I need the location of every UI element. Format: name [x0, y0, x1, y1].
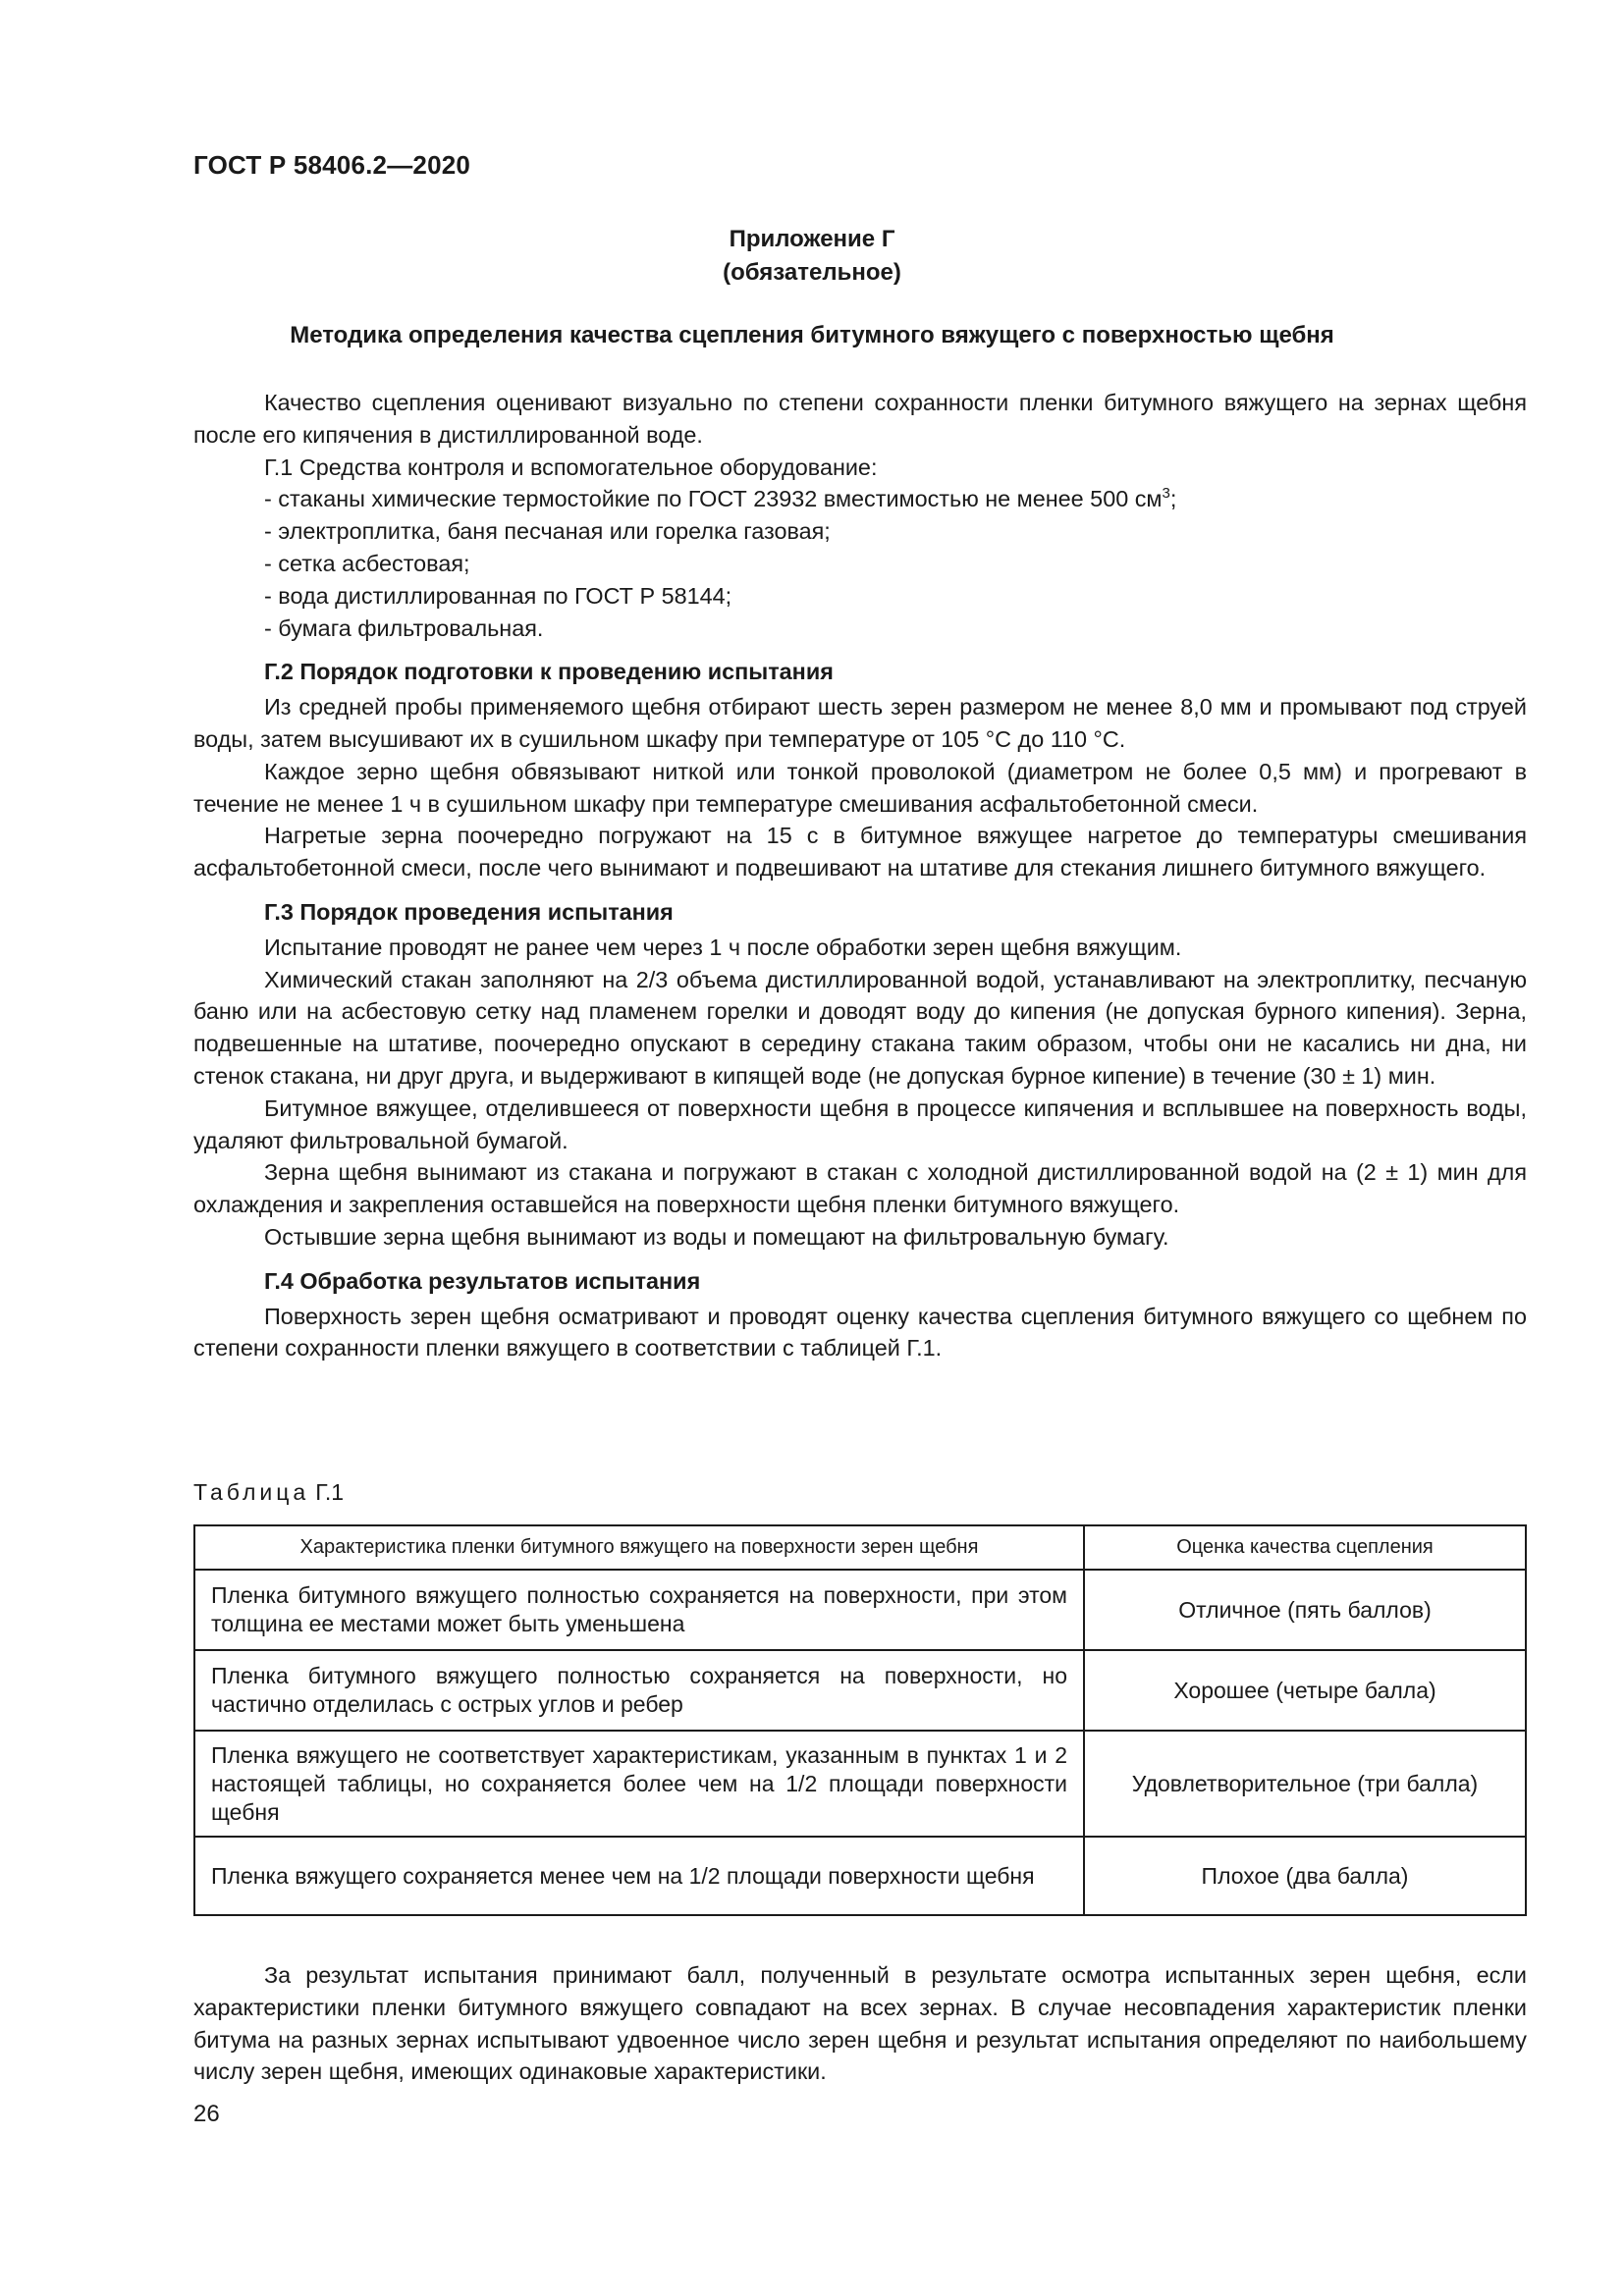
section-g4-heading: Г.4 Обработка результатов испытания — [264, 1267, 701, 1294]
equipment-item: - вода дистиллированная по ГОСТ Р 58144; — [264, 582, 732, 609]
rating-cell: Отличное (пять баллов) — [1084, 1570, 1526, 1650]
table-caption — [193, 1479, 344, 1506]
document-code-header: ГОСТ Р 58406.2—2020 — [193, 150, 471, 180]
equipment-item: - электроплитка, баня песчаная или горелка газовая; — [264, 518, 831, 545]
equipment-item: - сетка асбестовая; — [264, 550, 470, 576]
conclusion-paragraph: За результат испытания принимают балл, полученный в результате осмотра испытанных зерен щебня, если характеристики пленки битумного вяжущего совпадают на всех зернах. В случае несовпадения характеристик пленки битума на разных зернах испытывают удвоенное число зерен щебня и результат испытания определяют по наибольшему числу зерен щебня, имеющих одинаковые характеристики. — [193, 1962, 1527, 2085]
rating-cell: Плохое (два балла) — [1084, 1837, 1526, 1915]
paragraph: Поверхность зерен щебня осматривают и проводят оценку качества сцепления битумного вяжущего со щебнем по степени сохранности пленки вяжущего в соответствии с таблицей Г.1. — [193, 1303, 1527, 1362]
paragraph: Битумное вяжущее, отделившееся от поверхности щебня в процессе кипячения и всплывшее на поверхность воды, удаляют фильтровальной бумагой. — [193, 1095, 1527, 1153]
film-characteristic-cell: Пленка битумного вяжущего полностью сохраняется на поверхности, но частично отделилась с острых углов и ребер — [194, 1650, 1084, 1731]
equipment-item-text: - стаканы химические термостойкие по ГОСТ 23932 вместимостью не менее 500 см — [264, 486, 1163, 512]
table-row — [194, 1570, 1526, 1650]
film-characteristic-cell: Пленка вяжущего не соответствует характеристикам, указанным в пунктах 1 и 2 настоящей таблицы, но сохраняется более чем на 1/2 площади поверхности щебня — [194, 1731, 1084, 1837]
paragraph: Зерна щебня вынимают из стакана и погружают в стакан с холодной дистиллированной водой на (2 ± 1) мин для охлаждения и закрепления оставшейся на поверхности щебня пленки битумного вяжущего. — [193, 1159, 1527, 1218]
column-header-rating: Оценка качества сцепления — [1084, 1525, 1526, 1570]
conclusion-block — [193, 1959, 1527, 2088]
film-characteristic-cell: Пленка битумного вяжущего полностью сохраняется на поверхности, при этом толщина ее местами может быть уменьшена — [194, 1570, 1084, 1650]
appendix-label: Приложение Г — [729, 226, 895, 252]
section-g2-heading: Г.2 Порядок подготовки к проведению испытания — [264, 659, 834, 685]
equipment-item: - бумага фильтровальная. — [264, 614, 544, 641]
equipment-item — [193, 483, 1527, 515]
appendix-status: (обязательное) — [723, 259, 901, 286]
table-caption-number: Г.1 — [315, 1479, 345, 1505]
rating-cell: Хорошее (четыре балла) — [1084, 1650, 1526, 1731]
paragraph: Из средней пробы применяемого щебня отбирают шесть зерен размером не менее 8,0 мм и промывают под струей воды, затем высушивают их в сушильном шкафу при температуре от 105 °С до 110 °С. — [193, 694, 1527, 752]
section-g3-heading: Г.3 Порядок проведения испытания — [264, 898, 674, 925]
superscript: 3 — [1162, 485, 1170, 503]
adhesion-quality-table — [193, 1524, 1527, 1916]
table-row — [194, 1731, 1526, 1837]
paragraph: Каждое зерно щебня обвязывают ниткой или тонкой проволокой (диаметром не более 0,5 мм) и прогревают в течение не менее 1 ч в сушильном шкафу при температуре смешивания асфальтобетонной смеси. — [193, 758, 1527, 817]
section-g1-heading: Г.1 Средства контроля и вспомогательное оборудование: — [264, 454, 878, 480]
film-characteristic-cell: Пленка вяжущего сохраняется менее чем на 1/2 площади поверхности щебня — [194, 1837, 1084, 1915]
intro-paragraph: Качество сцепления оценивают визуально по степени сохранности пленки битумного вяжущего на зернах щебня после его кипячения в дистиллированной воде. — [193, 390, 1527, 448]
table-caption-word: Таблица — [193, 1479, 310, 1505]
table-row — [194, 1837, 1526, 1915]
paragraph: Нагретые зерна поочередно погружают на 15 с в битумное вяжущее нагретое до температуры смешивания асфальтобетонной смеси, после чего вынимают и подвешивают на штативе для стекания лишнего битумного вяжущего. — [193, 823, 1527, 881]
document-body — [193, 387, 1527, 1364]
page-number: 26 — [193, 2101, 220, 2127]
rating-cell: Удовлетворительное (три балла) — [1084, 1731, 1526, 1837]
paragraph: Химический стакан заполняют на 2/3 объема дистиллированной водой, устанавливают на электроплитку, песчаную баню или на асбестовую сетку над пламенем горелки и доводят воду до кипения (не допуская бурного кипения). Зерна, подвешенные на штативе, поочередно опускают в середину стакана таким образом, чтобы они не касались ни дна, ни стенок стакана, ни друг друга, и выдерживают в кипящей воде (не допуская бурное кипение) в течение (30 ± 1) мин. — [193, 966, 1527, 1089]
column-header-film: Характеристика пленки битумного вяжущего на поверхности зерен щебня — [194, 1525, 1084, 1570]
paragraph: Остывшие зерна щебня вынимают из воды и помещают на фильтровальную бумагу. — [264, 1223, 1169, 1250]
punctuation: ; — [1169, 486, 1177, 512]
table-header-row — [194, 1525, 1526, 1570]
appendix-title: Методика определения качества сцепления битумного вяжущего с поверхностью щебня — [290, 322, 1334, 348]
paragraph: Испытание проводят не ранее чем через 1 ч после обработки зерен щебня вяжущим. — [264, 934, 1182, 960]
table-row — [194, 1650, 1526, 1731]
